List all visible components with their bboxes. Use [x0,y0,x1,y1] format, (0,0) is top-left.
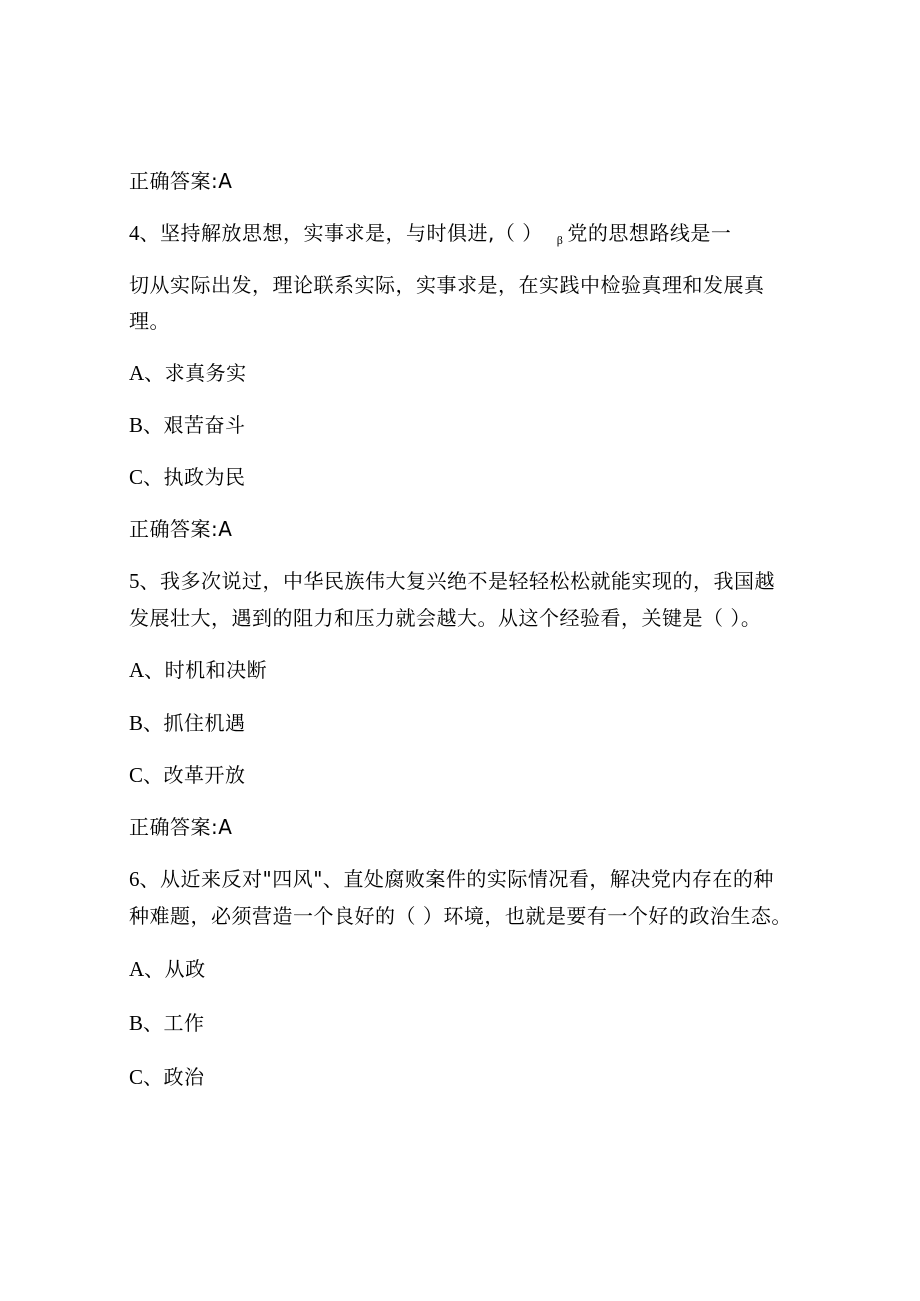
answer-line: 正确答案:A [129,169,233,193]
option-b: B、艰苦奋斗 [129,413,246,437]
question-4-line-1: 4、坚持解放思想，实事求是，与时俱进,（ ） $_\beta$ 党的思想路线是一 [129,221,732,247]
option-c: C、改革开放 [129,763,246,787]
option-c: C、政治 [129,1065,205,1089]
option-a: A、求真务实 [129,361,247,385]
answer-line: 正确答案:A [129,815,233,839]
stray-mark: β [556,233,564,247]
question-5-line-1: 5、我多次说过，中华民族伟大复兴绝不是轻轻松松就能实现的，我国越 [129,569,775,593]
answer-line: 正确答案:A [129,517,233,541]
option-c: C、执政为民 [129,465,246,489]
question-number: 4 [129,221,140,245]
option-a: A、从政 [129,957,206,981]
question-5-line-2: 发展壮大，遇到的阻力和压力就会越大。从这个经验看，关键是（ ）。 [129,606,762,630]
question-6-line-2: 种难题，必须营造一个良好的（ ）环境，也就是要有一个好的政治生态。 [129,904,792,928]
question-4-line-3: 理。 [129,309,170,333]
option-b: B、工作 [129,1011,205,1035]
question-4-line-2: 切从实际出发，理论联系实际，实事求是，在实践中检验真理和发展真 [129,273,765,297]
question-6-line-1: 6、从近来反对"四风"、直处腐败案件的实际情况看，解决党内存在的种 [129,867,774,891]
question-number: 5 [129,569,140,593]
option-b: B、抓住机遇 [129,711,246,735]
option-a: A、时机和决断 [129,658,268,682]
question-number: 6 [129,867,140,891]
